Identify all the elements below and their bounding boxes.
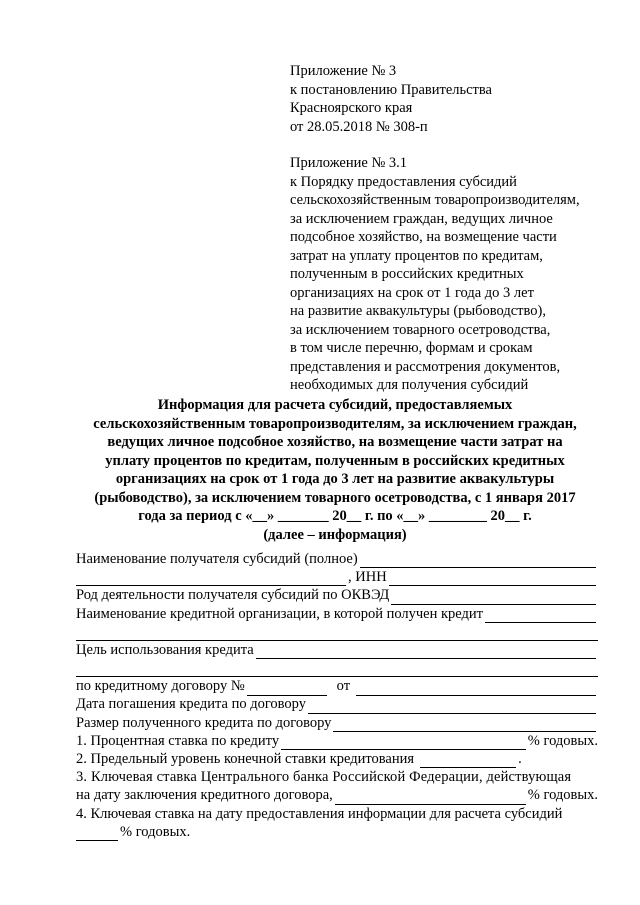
appendix-line: к постановлению Правительства — [290, 81, 492, 98]
item4-row-1 — [76, 805, 598, 823]
appendix-line: в том числе перечню, формам и срокам — [290, 340, 533, 356]
credit-size-field[interactable] — [333, 718, 596, 732]
appendix-line: Приложение № 3 — [290, 63, 397, 79]
appendix-header — [290, 62, 580, 395]
interest-rate-field[interactable] — [281, 736, 526, 750]
purpose-row — [76, 641, 598, 659]
item4-row-2 — [76, 823, 598, 841]
activity-field[interactable] — [391, 591, 596, 605]
key-rate-contract-field[interactable] — [335, 791, 526, 805]
appendix-line: на развитие аквакультуры (рыбоводство), — [290, 303, 546, 319]
spacer — [290, 136, 580, 154]
inn-field[interactable] — [389, 572, 596, 586]
repayment-date-label: Дата погашения кредита по договору — [76, 696, 306, 713]
title-line: (рыбоводство), за исключением товарного осетроводства, с 1 января 2017 — [94, 489, 576, 506]
inn-label: , ИНН — [348, 569, 387, 586]
title-line: организациях на срок от 1 года до 3 лет на развитие аквакультуры — [115, 471, 555, 487]
credit-org-label: Наименование кредитной организации, в которой получен кредит — [76, 605, 484, 622]
appendix-line: к Порядку предоставления субсидий — [290, 173, 517, 190]
appendix-line: затрат на уплату процентов по кредитам, — [290, 247, 543, 264]
max-rate-field[interactable] — [420, 754, 516, 768]
activity-label: Род деятельности получателя субсидий по ОКВЭД — [76, 587, 390, 604]
item2-label: 2. Предельный уровень конечной ставки кредитования — [76, 751, 415, 768]
item4-suffix: % годовых. — [120, 823, 191, 840]
title-line: ведущих личное подсобное хозяйство, на возмещение части затрат на — [107, 434, 563, 450]
appendix-line: за исключением товарного осетроводства, — [290, 321, 551, 338]
title-line: сельскохозяйственным товаропроизводителям, за исключением граждан, — [93, 415, 577, 432]
item1-row — [76, 732, 598, 750]
repayment-row — [76, 696, 598, 714]
credit-size-label: Размер полученного кредита по договору — [76, 714, 332, 731]
appendix-line: Приложение № 3.1 — [290, 155, 408, 171]
purpose-field[interactable] — [256, 645, 596, 659]
title-line: уплату процентов по кредитам, полученным в российских кредитных — [105, 452, 565, 469]
item3-line2: на дату заключения кредитного договора, — [76, 787, 333, 804]
credit-org-field[interactable] — [485, 609, 596, 623]
appendix-line: полученным в российских кредитных — [290, 266, 524, 282]
contract-date-field[interactable] — [356, 682, 596, 696]
inn-row — [76, 568, 598, 586]
info-form — [76, 550, 598, 841]
contract-row — [76, 677, 598, 695]
appendix-line: представления и рассмотрения документов, — [290, 358, 561, 375]
item1-label: 1. Процентная ставка по кредиту — [76, 732, 280, 749]
appendix-line: сельскохозяйственным товаропроизводителям, — [290, 192, 580, 208]
recipient-name-label: Наименование получателя субсидий (полное) — [76, 550, 358, 567]
item2-row — [76, 750, 598, 768]
credit-org-row — [76, 605, 598, 623]
title-line: Информация для расчета субсидий, предоставляемых — [157, 397, 513, 413]
activity-row — [76, 586, 598, 604]
item3-suffix: % годовых. — [527, 787, 598, 804]
item3-row-2 — [76, 786, 598, 804]
contract-from-label: от — [336, 678, 351, 695]
credit-org-continued-field[interactable] — [76, 623, 598, 641]
purpose-continued-field[interactable] — [76, 659, 598, 677]
recipient-name-row — [76, 550, 598, 568]
appendix-line: Красноярского края — [290, 100, 413, 116]
document-title — [70, 396, 600, 544]
item1-suffix: % годовых. — [527, 732, 598, 749]
recipient-name-field[interactable] — [360, 554, 596, 568]
item3-line1: 3. Ключевая ставка Центрального банка Российской Федерации, действующая — [76, 769, 572, 786]
item2-suffix: . — [518, 751, 522, 768]
credit-size-row — [76, 714, 598, 732]
purpose-label: Цель использования кредита — [76, 641, 254, 658]
item4-line1: 4. Ключевая ставка на дату предоставления информации для расчета субсидий — [76, 805, 563, 822]
appendix-line: организациях на срок от 1 года до 3 лет — [290, 284, 534, 301]
recipient-name-continued-field[interactable] — [76, 572, 346, 586]
appendix-line: необходимых для получения субсидий — [290, 377, 529, 393]
appendix-line: от 28.05.2018 № 308-п — [290, 118, 428, 135]
item3-row-1 — [76, 768, 598, 786]
contract-no-field[interactable] — [247, 682, 327, 696]
title-line: года за период с «__» _______ 20__ г. по «__» ________ 20__ г. — [138, 508, 532, 524]
appendix-line: за исключением граждан, ведущих личное — [290, 210, 553, 227]
appendix-line: подсобное хозяйство, на возмещение части — [290, 229, 557, 245]
contract-no-label: по кредитному договору № — [76, 678, 245, 695]
title-line: (далее – информация) — [263, 526, 407, 543]
key-rate-current-field[interactable] — [76, 827, 118, 841]
repayment-date-field[interactable] — [308, 700, 596, 714]
